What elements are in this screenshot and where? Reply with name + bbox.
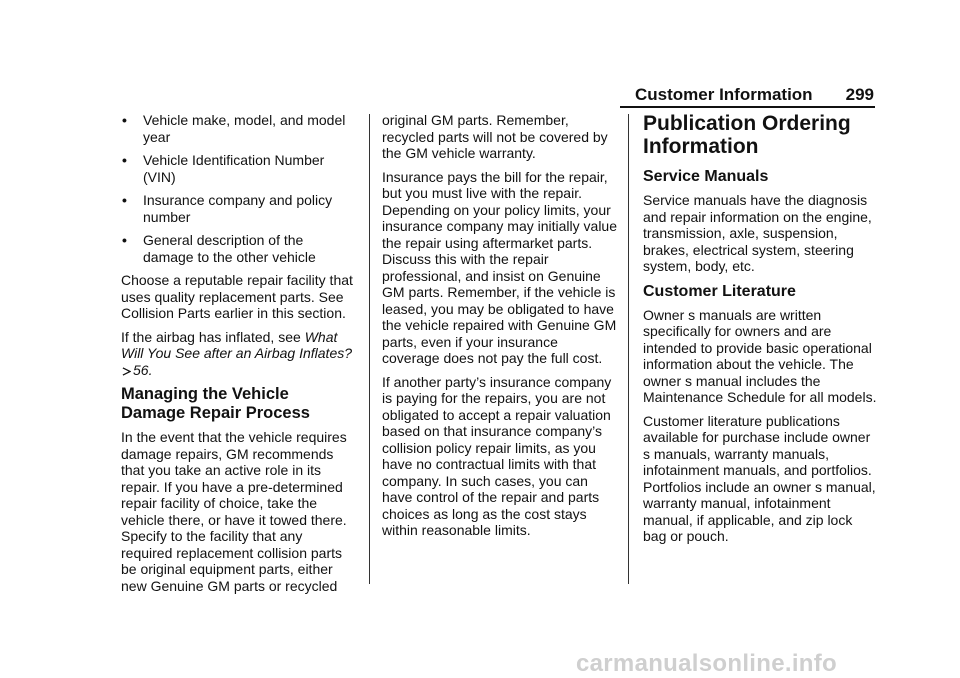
bullet-text: Vehicle make, model, and model year (143, 112, 346, 145)
paragraph-service-manuals: Service manuals have the diagnosis and repair information on the engine, transmission, axle, suspension, brakes, electrical system, steering system, body, etc. (643, 192, 872, 274)
section-title: Customer Information (635, 85, 813, 104)
paragraph-repair-facility: Choose a reputable repair facility that uses quality replacement parts. See Collision Parts earlier in this section. (121, 272, 353, 321)
paragraph-insurance: Insurance pays the bill for the repair, but you must live with the repair. Depending on your policy limits, your insurance company may initially value the repair using aftermarket parts. Discuss this with the repair professional, and insist on Genuine GM parts. Remember, if the vehicle is leased, you may be obligated to have the vehicle repaired with Genuine GM parts, even if your insurance coverage does not pay the full cost. (382, 168, 617, 366)
list-item (121, 192, 357, 225)
bullet-text: General description of the damage to the other vehicle (143, 232, 316, 265)
paragraph-recycled-parts: original GM parts. Remember, recycled parts will not be covered by the GM vehicle warranty. (382, 112, 608, 161)
paragraph-literature-publications: Customer literature publications available for purchase include owner s manuals, warranty manuals, infotainment manuals, and portfolios. Portfolios include an owner s manual, warranty manual, infotainment manual, if applicable, and zip lock bag or pouch. (643, 412, 876, 544)
heading-managing-repair: Managing the Vehicle Damage Repair Process (121, 385, 310, 422)
bullet-text: Insurance company and policy number (143, 192, 333, 225)
list-item (121, 232, 357, 265)
watermark: carmanualsonline.info (576, 650, 838, 677)
column-divider (628, 114, 629, 584)
header-rule (620, 106, 875, 108)
bullet-icon: • (122, 232, 127, 248)
airbag-reference-link[interactable]: What Will You See after an Airbag Inflates? (121, 328, 353, 361)
bullet-text: Vehicle Identification Number (VIN) (143, 152, 325, 185)
column-middle (382, 112, 618, 546)
page-reference-arrow-icon (122, 367, 131, 376)
airbag-text: If the airbag has inflated, see (121, 328, 305, 345)
list-item (121, 112, 357, 145)
bullet-icon: • (122, 192, 127, 208)
airbag-page-ref[interactable]: 56 (133, 361, 149, 378)
page-number: 299 (845, 85, 874, 104)
bullet-icon: • (122, 112, 127, 128)
heading-publication-ordering: Publication Ordering Information (643, 112, 851, 158)
bullet-icon: • (122, 152, 127, 168)
column-right (643, 112, 879, 552)
paragraph-airbag (121, 329, 357, 379)
paragraph-other-party: If another party’s insurance company is paying for the repairs, you are not obligated to accept a repair valuation based on that insurance company’s collision policy repair limits, as you have no contractual limits with that company. In such cases, you can have control of the repair and parts choices as long as the cost stays within reasonable limits. (382, 373, 612, 538)
column-divider (369, 114, 370, 584)
list-item (121, 152, 357, 185)
airbag-end: . (148, 361, 153, 378)
heading-service-manuals: Service Manuals (643, 168, 769, 185)
heading-customer-literature: Customer Literature (643, 282, 796, 300)
paragraph-repair-event: In the event that the vehicle requires damage repairs, GM recommends that you take an active role in its repair. If you have a pre-determined repair facility of choice, take the vehicle there, or have it towed there. Specify to the facility that any required replacement collision parts be original equipment parts, either new Genuine GM parts or recycled (121, 429, 347, 594)
column-left (121, 112, 357, 601)
page-header (620, 80, 875, 108)
paragraph-owner-manuals: Owner s manuals are written specifically for owners and are intended to provide basic operational information about the vehicle. The owner s manual includes the Maintenance Schedule for all models. (643, 306, 877, 405)
